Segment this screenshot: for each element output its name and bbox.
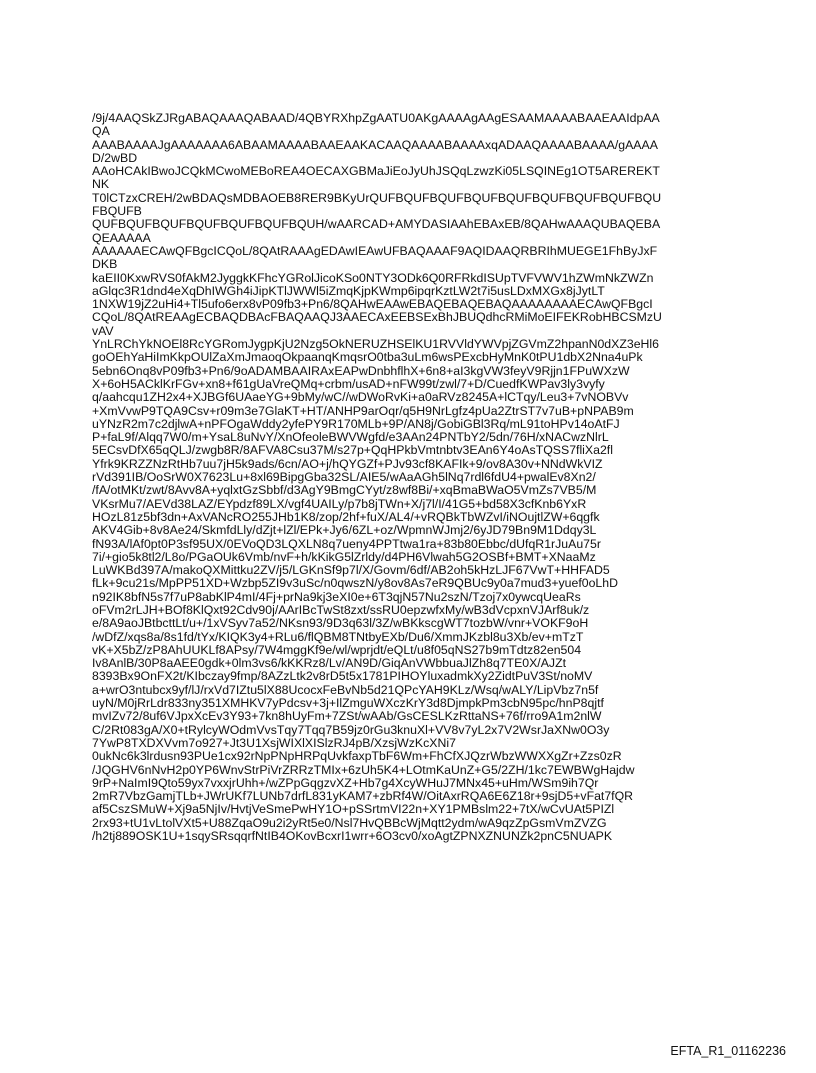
text-line: n92IK8bfN5s7f7uP8abKlP4mI/4Fj+prNa9kj3eXI0e+6T3qjN57Nu2szN/Tzoj7x0ywcqUeaRs [92,589,581,604]
text-line: 5ECsvDfX65qQLJ/zwgb8R/8AFVA8Csu37M/s27p+QqHPkbVmtnbtv3EAn6Y4oAsTQSS7fliXa2fl [92,443,613,458]
text-line: /wDfZ/xqs8a/8s1fd/tYx/KIQK3y4+RLu6/flQBM8TNtbyEXb/Du6/XmmJKzbl8u3Xb/ev+mTzT [92,629,584,644]
text-line: D/2wBD [92,150,138,165]
text-line: e/8A9aoJBtbcttLt/u+/1xVSyv7a52/NKsn93/9D3q63l/3Z/wBKkscgWT7tozbW/vnr+VOKF9oH [92,616,589,631]
text-line: 9rP+NaImI9Qto59yx7vxxjrUhh+/wZPpGqgzvXZ+Hb7g4XcyWHuJ7MNx45+uHm/WSm9ih7Qr [92,775,599,790]
text-line: oFVm2rLJH+BOf8KlQxt92Cdv90j/AArIBcTwSt8zxt/ssRU0epzwfxMy/wB3dVcpxnVJArf8uk/z [92,602,590,617]
text-line: q/aahcqu1ZH2x4+XJBGf6UAaeYG+9bMy/wC//wDWoRvKi+a0aRVz8245A+lCTqy/Leu3+7vNOBVv [92,390,629,405]
text-line: /fA/otMKt/zwt/8Avv8A+yqlxtGzSbbf/d3AgY9BmgCYyt/z8wf8Bi/+xqBmaBWaO5VmZs7VB5/M [92,483,597,498]
text-line: 8393Bx9OnFX2t/KIbczay9fmp/8AZzLtk2v8rD5t5x1781PIHOYluxadmkXy2ZidtPuV3St/noMV [92,669,593,684]
text-line: 0ukNc6k3lrdusn93PUe1cx92rNpPNpHRPqUvkfaxpTbF6Wm+FhCfXJQzrWbzWWXXgZr+Zzs0zR [92,749,622,764]
text-line: fN93A/lAf0pt0P3sf95UX/0EVoQD3LQXLN8q7ueny4PPTtwa1ra+83b80Ebbc/dUfqR1rJuAu75r [92,536,601,551]
text-line: uYNzR2m7c2djlwA+nPFOgaWddy2yfePY9R170MLb+9P/AN8j/GobiGBl3Rq/mL91toHPv14oAtFJ [92,416,620,431]
text-line: 7i/+gio5k8tl2/L8o/PGaOUk6Vmb/nvF+h/kKikG5lZrldy/d4PH6Vlwah5G2OSBf+BMT+XNaaMz [92,549,596,564]
text-line: 2mR7VbzGamjTLb+JWrUKf7LUNb7drfL831yKAM7+zbRf4W/OitAxrRQA6E6Z18r+9sjD5+vFat7fQR [92,789,634,804]
text-line: 5ebn6Onq8vP09fb3+Pn6/9oADAMBAAIRAxEAPwDnbhflhX+6n8+aI3kgVW3feyV9Rjjn1FPuWXzW [92,363,630,378]
text-line: mvIZv72/8uf6VJpxXcEv3Y93+7kn8hUyFm+7ZSt/wAAb/GsCESLKzRttaNS+76f/rro9A1m2nlW [92,709,602,724]
text-line: AAAAAAECAwQFBgcICQoL/8QAtRAAAgEDAwIEAwUFBAQAAAF9AQIDAAQRBRIhMUEGE1FhByJxF [92,243,658,258]
text-line: QA [92,124,110,139]
text-line: QUFBQUFBQUFBQUFBQUFBQUFBQUH/wAARCAD+AMYDASIAAhEBAxEB/8QAHwAAAQUBAQEBA [92,217,661,232]
text-line: /9j/4AAQSkZJRgABAQAAAQABAAD/4QBYRXhpZgAATU0AKgAAAAgAAgESAAMAAAABAAEAAIdpAA [92,111,660,125]
text-line: rVd391IB/OoSrW0X7623Lu+8xl69BipgGba32SL/AIE5/wAaAGh5lNq7rdl6fdU4+pwalEv8Xn2/ [92,470,596,485]
text-line: 2rx93+tU1vLtolVXt5+U88ZqaO9u2i2yRt5e0/Nsl7HvQBBcWjMqtt2ydm/wA9qzZpGsmVmZVZG [92,815,607,830]
text-line: HOzL81z5bf3dn+AxVANcRO255JHb1K8/zop/2hf+fuX/AL4/+vRQBkTbWZvI/iNOujtlZW+6qgfk [92,509,600,524]
text-line: 7YwP8TXDXVvm7o927+Jt3U1XsjWIXlXISlzRJ4pB/XzsjWzKcXNi7 [92,735,456,750]
text-line: vK+X5bZ/zP8AhUUKLf8APsy/7W4mggKf9e/wl/wprjdt/eQLt/u8f05qNS27b9mTdtz82en504 [92,642,582,657]
text-line: P+faL9f/Alqq7W0/m+YsaL8uNvY/XnOfeoleBWVWgfd/e3AAn24PNTbY2/5dn/76H/xNACwzNlrL [92,430,609,445]
text-line: FBQUFB [92,204,142,219]
text-line: fLk+9cu21s/MpPP51XD+Wzbp5ZI9v3uSc/n0qwszN/y8ov8As7eR9QBUc9y0a7mud3+yuef0oLhD [92,576,618,591]
text-line: NK [92,177,110,192]
text-line: goOEhYaHiImKkpOUlZaXmJmaoqOkpaanqKmqsrO0tba3uLm6wsPExcbHyMnK0tPU1dbX2Nna4uPk [92,350,643,365]
text-line: a+wrO3ntubcx9yf/lJ/rxVd7IZtu5lX88UcocxFeBvNb5d21QPcYAH9KLz/Wsq/wALY/LipVbz7n5f [92,682,599,697]
text-line: LuWKBd397A/makoQXMittku2ZV/j5/LGKnSf9p7l/X/Govm/6df/AB2oh5kHzLJF67VwT+HHFAD5 [92,563,610,578]
text-line: DKB [92,257,118,272]
bates-number: EFTA_R1_01162236 [670,1044,786,1058]
text-line: Yfrk9KRZZNzRtHb7uu7jH5k9ads/6cn/AO+j/hQYGZf+PJv93cf8KAFIk+9/ov8A30v+NNdWkVIZ [92,456,603,471]
text-line: YnLRChYkNOEl8RcYGRomJygpKjU2Nzg5OkNERUZHSElKU1RVVldYWVpjZGVmZ2hpanN0dXZ3eHl6 [92,337,659,352]
text-line: T0lCTzxCREH/2wBDAQsMDBAOEB8RER9BKyUrQUFBQUFBQUFBQUFBQUFBQUFBQUFBQUFBQU [92,190,662,205]
text-line: VKsrMu7/AEVd38LAZ/EYpdzf89LX/vgf4UAILy/p7b8jTWn+X/j7l/I/41G5+bd58X3cfKnb6YxR [92,496,587,511]
text-line: QEAAAAA [92,230,151,245]
text-line: /h2tj889OSK1U+1sqySRsqqrfNtIB4OKovBcxrI1wrr+6O3cv0/xoAgtZPNXZNUNZk2pnC5NUAPK [92,829,613,844]
text-line: af5CszSMuW+Xj9a5NjIv/HvtjVeSmePwHY1O+pSSrtmVI22n+XY1PMBslm22+7tX/wCvUAt5PIZl [92,802,615,817]
text-line: 1NXW19jZ2uHi4+Tl5ufo6erx8vP09fb3+Pn6/8QAHwEAAwEBAQEBAQEBAQAAAAAAAAECAwQFBgcI [92,297,653,312]
text-line: CQoL/8QAtREAAgECBAQDBAcFBAQAAQJ3AAECAxEEBSExBhJBUQdhcRMiMoEIFEKRobHBCSMzU [92,310,662,325]
encoded-text-block [92,112,732,843]
text-line: /JQGHV6nNvH2p0YP6WnvStrPiVrZRRzTMIx+6zUh5K4+LOtmKaUnZ+G5/2ZH/1kc7EWBWgHajdw [92,762,635,777]
text-line: AAABAAAAJgAAAAAAA6ABAAMAAAABAAEAAKACAAQAAAABAAAAxqADAAQAAAABAAAA/gAAAA [92,137,658,152]
text-line: Iv8AnlB/30P8aAEE0gdk+0lm3vs6/kKKRz8/Lv/AN9D/GiqAnVWbbuaJlZh8q7TE0X/AJZt [92,656,567,671]
text-line: AAoHCAkIBwoJCQkMCwoMEBoREA4OECAXGBMaJiEoJyUhJSQqLzwzKi05LSQINEg1OT5AREREKT [92,164,660,179]
text-line: C/2Rt083gA/X0+tRylcyWOdmVvsTqy7Tqq7B59jz0rGu3knuXl+VV8v7yL2x7V2WsrJaXNw0O3y [92,722,610,737]
text-line: AKV4Gib+8v8Ae24/SkmfdLly/dZjt+lZl/EPk+Jy6/6ZL+oz/WpmnWJmj2/6yJD79Bn9M1Ddqy3L [92,523,597,538]
text-line: kaEII0KxwRVS0fAkM2JyggkKFhcYGRolJicoKSo0NTY3ODk6Q0RFRkdISUpTVFVWV1hZWmNkZWZn [92,270,654,285]
text-line: +XmVvwP9TQA9Csv+r09m3e7GlaKT+HT/ANHP9arOqr/q5H9NrLgfz4pUa2ZtrST7v7uB+pNPAB9m [92,403,634,418]
text-line: aGlqc3R1dnd4eXqDhIWGh4iJipKTlJWWl5iZmqKjpKWmp6ipqrKztLW2t7i5usLDxMXGx8jJytLT [92,283,605,298]
text-line: vAV [92,323,114,338]
text-line: uyN/M0jRrLdr833ny351XMHKV7yPdcsv+3j+IlZmguWXczKrY3d8DjmpkPm3cbN95pc/hnP8qjtf [92,696,604,711]
text-line: X+6oH5ACklKrFGv+xn8+f61gUaVreQMq+crbm/usAD+nFW99t/zwl/7+D/CuedfKWPav3ly3vyfy [92,376,605,391]
